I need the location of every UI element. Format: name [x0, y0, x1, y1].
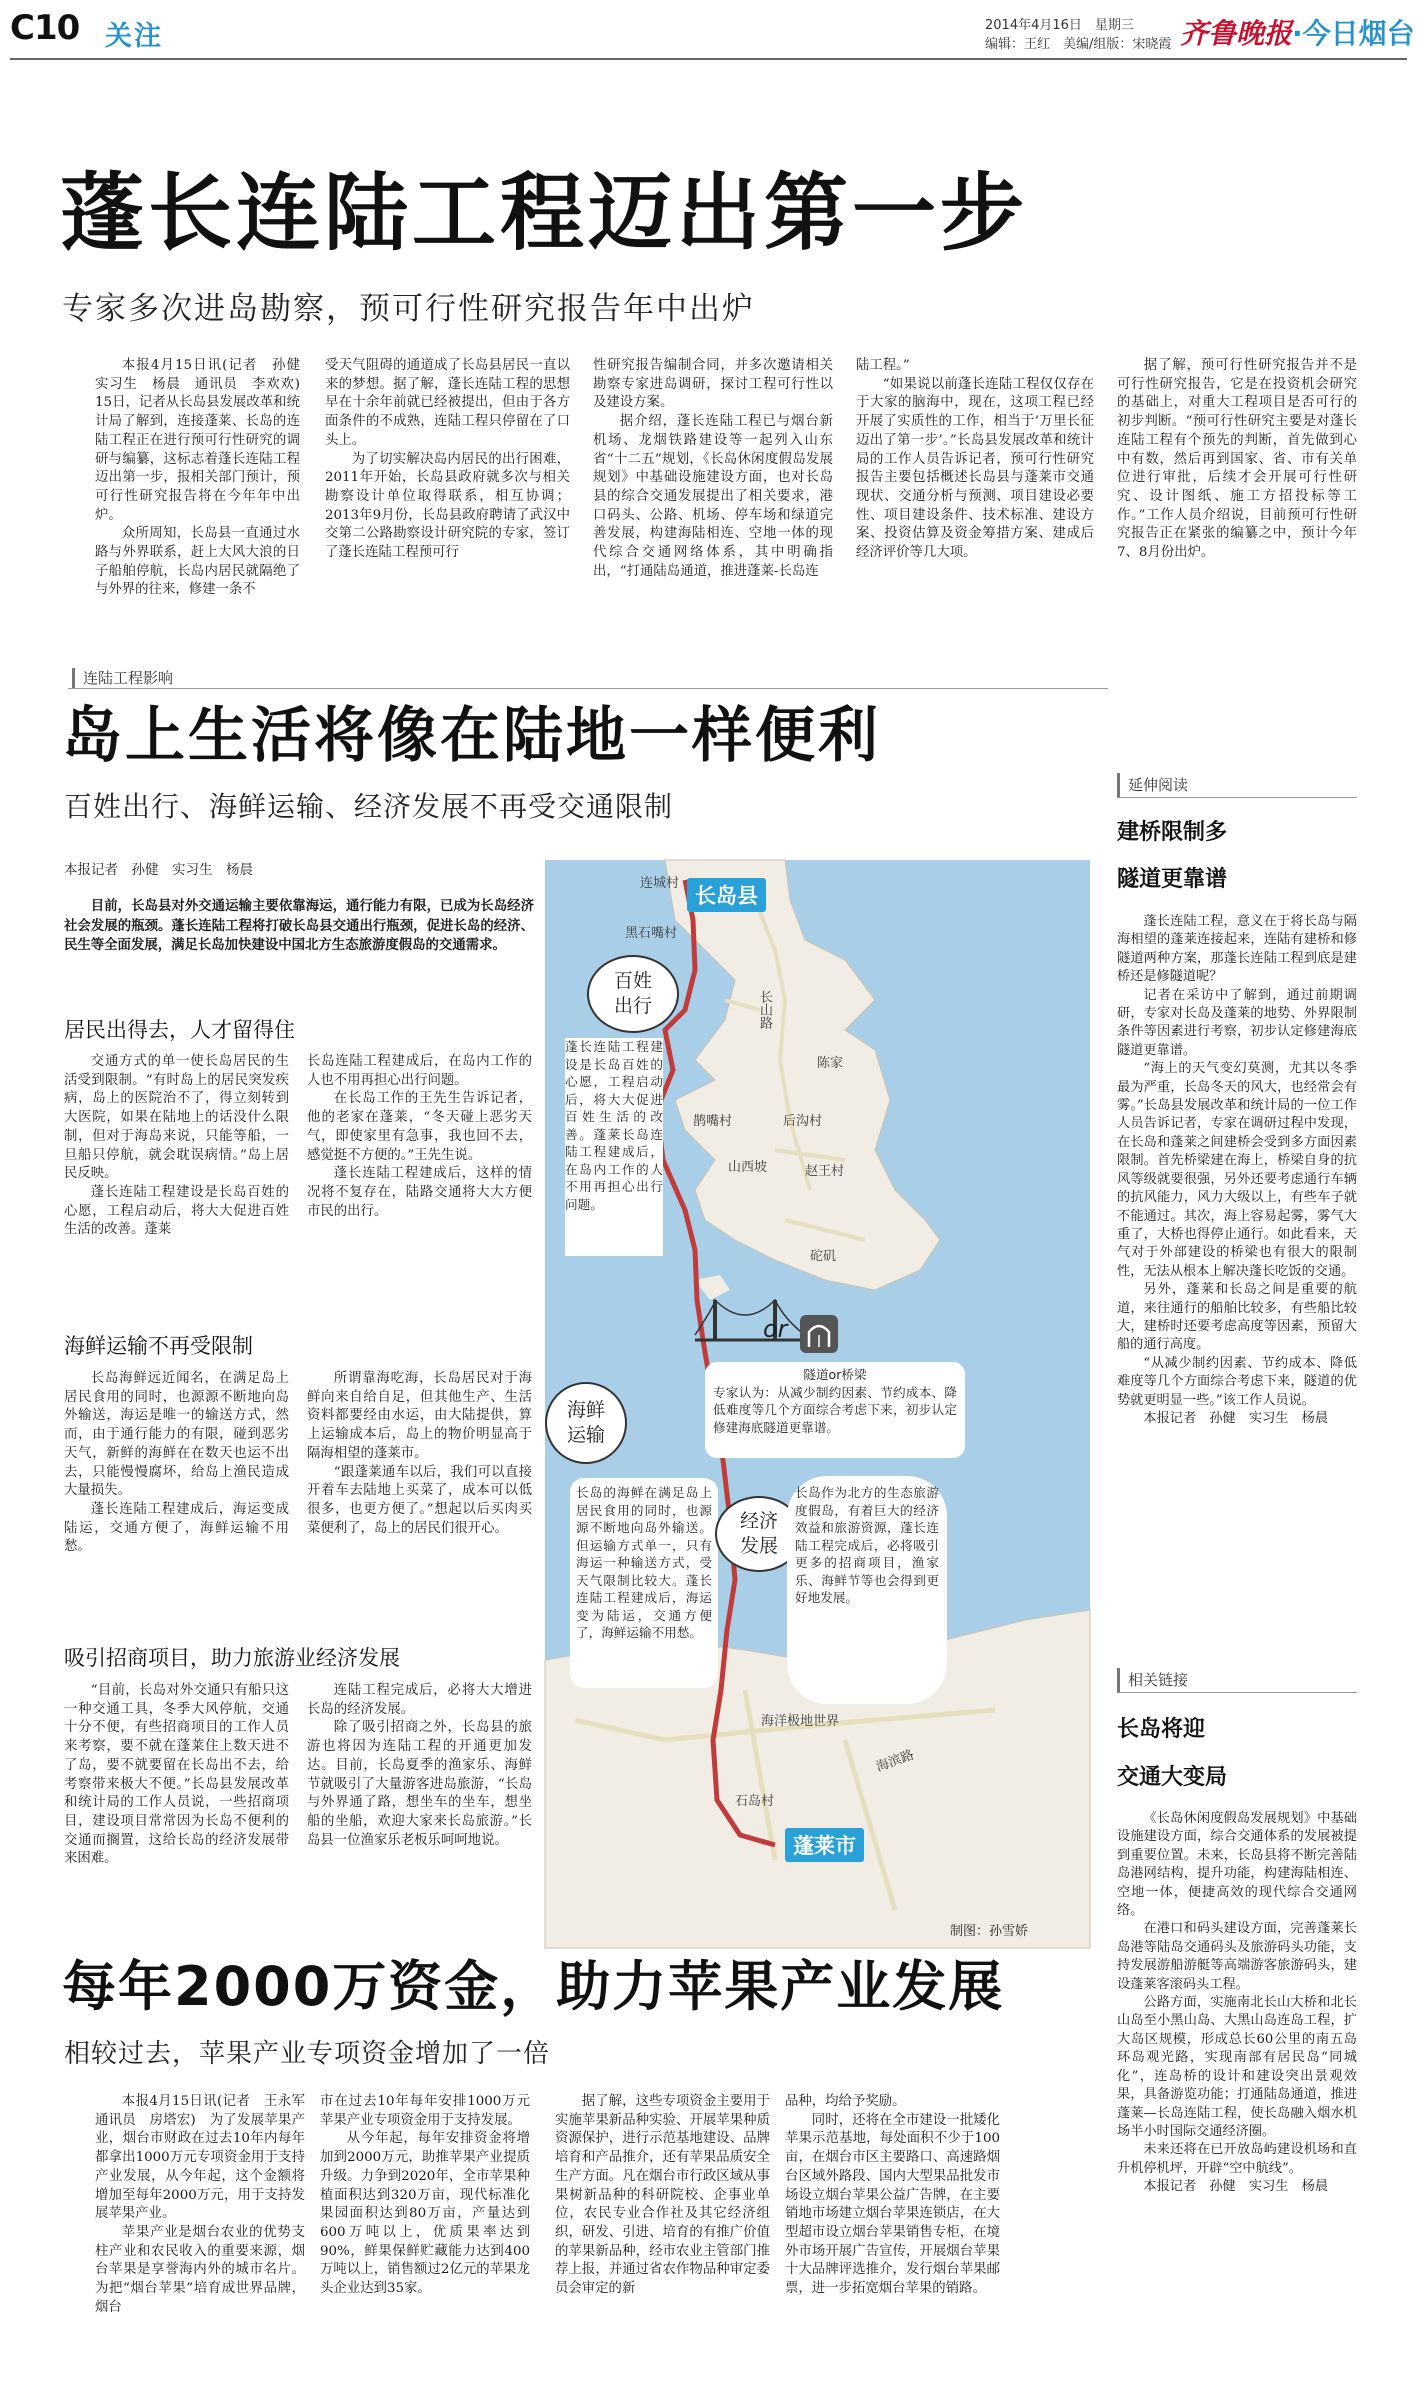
- sidebar2-tag: 相关链接: [1117, 1668, 1357, 1693]
- article3-col-3: [555, 2093, 770, 2378]
- map-label: 山西坡: [728, 1160, 768, 1175]
- paragraph: “海上的天气变幻莫测，尤其以冬季最为严重，长岛冬天的风大，也经常会有雾。”长岛县发展改革和统计局的一位工作人员告诉记者，专家在调研过程中发现，在长岛和蓬莱之间建桥会受到多方面因素限制。首先桥梁建在海上，桥梁自身的抗风等级就要很强，另外还要考虑通行车辆的抗风能力，风力大级以上，有些车子就不能通过。其次，海上容易起雾，雾气大重了，大桥也得停止通行。如此看来，天气对于外部建设的桥梁也有很大的限制性，无法从根本上解决蓬长吃饭的交通。: [1117, 1061, 1357, 1279]
- issue-date: 2014年4月16日 星期三: [985, 18, 1134, 33]
- box-text: 专家认为：从减少制约因素、节约成本、降低难度等几个方面综合考虑下来，初步认定修建海底隧道更靠谱。: [713, 1384, 957, 1435]
- box-text: 长岛作为北方的生态旅游度假岛，有着巨大的经济效益和旅游资源，蓬长连陆工程完成后，必将吸引更多的招商项目，渔家乐、海鲜节等也会得到更好地发展。: [795, 1485, 939, 1605]
- paragraph: “目前，长岛对外交通只有船只这一种交通工具，冬季大风停航，交通十分不便，有些招商项目的工作人员来考察，要不就在蓬莱住上数天进不了岛，要不就要留在长岛出不去，给考察带来极大不便。”长岛县发展改革和统计局的工作人员说，一些招商项目，建设项目常常因为长岛不便利的交通而搁置，这给长岛的经济发展带来困难。: [64, 1683, 289, 1867]
- paragraph: 本报4月15日讯(记者 王永军 通讯员 房塔宏) 为了发展苹果产业，烟台市财政在过去10年内每年都拿出1000万元专项资金用于支持产业发展，从今年起，这个金额将增加至每年2000万元，用于支持发展苹果产业。: [95, 2094, 319, 2222]
- lead-paragraph: 目前，长岛县对外交通运输主要依靠海运，通行能力有限，已成为长岛经济社会发展的瓶颈。蓬长连陆工程将打破长岛县交通出行瓶颈，促进长岛的经济、民生等全面发展，满足长岛加快建设中国北方生态旅游度假岛的交通需求。: [64, 899, 534, 953]
- map-label: 连城村: [640, 876, 680, 891]
- map-label: 赵王村: [805, 1164, 845, 1179]
- bubble-text: 百姓出行: [613, 970, 652, 1017]
- byline: 本报记者 孙健 实习生 杨晨: [1143, 2179, 1329, 2195]
- paragraph: 市在过去10年每年安排1000万元苹果产业专项资金用于支持发展。: [320, 2094, 530, 2128]
- map-label: 砣矶: [810, 1249, 837, 1264]
- paragraph: 蓬长连陆工程建成后，这样的情况将不复存在，陆路交通将大大方便市民的出行。: [307, 1166, 532, 1219]
- paragraph: 为了切实解决岛内居民的出行困难，2011年开始，长岛县政府就多次与相关勘察设计单位取得联系，相互协调；2013年9月份，长岛县政府聘请了武汉中交第二公路勘察设计研究院的专家，签订了蓬长连陆工程预可行: [325, 451, 570, 561]
- article3-col-1: [95, 2093, 319, 2378]
- paragraph: 性研究报告编制合同，并多次邀请相关勘察专家进岛调研，探讨工程可行性以及建设方案。: [593, 358, 833, 411]
- paragraph: “如果说以前蓬长连陆工程仅仅存在于大家的脑海中，现在，这项工程已经开展了实质性的工作，相当于‘万里长征迈出了第一步’。”长岛县发展改革和统计局的工作人员告诉记者，预可行性研究报告主要包括概述长岛县与蓬莱市交通现状、交通分析与预测、项目建设必要性、项目建设条件、技术标准、建设方案、投资估算及资金筹措方案、建成后经济评价等几大项。: [856, 376, 1094, 561]
- sidebar2-body: [1117, 1810, 1357, 2375]
- map-box-tunnel: [705, 1362, 965, 1458]
- paragraph: “跟蓬莱通车以后，我们可以直接开着车去陆地上买菜了，成本可以低很多，也更方便了。”想起以后买肉买菜便利了，岛上的居民们很开心。: [307, 1464, 532, 1536]
- sidebar2-title-line2: 交通大变局: [1117, 1765, 1228, 1790]
- box-text: 长岛的海鲜在满足岛上居民食用的同时，也源源不断地向岛外输送。但运输方式单一，只有海运一种输送方式，受天气限制比较大。蓬长连陆工程建成后，海运变为陆运，交通方便了，海鲜运输不用愁。: [576, 1485, 712, 1640]
- article2-tag: 连陆工程影响: [72, 668, 179, 688]
- map-box-travel: [565, 1038, 663, 1256]
- map-graphic: [545, 860, 1090, 1948]
- paragraph: 品种，均给予奖励。: [785, 2094, 906, 2109]
- bubble-seafood: [545, 1382, 627, 1464]
- s1-right: [307, 1053, 532, 1293]
- paragraph: 公路方面，实施南北长山大桥和北长山岛至小黑山岛、大黑山岛连岛工程，扩大岛区规模，形成总长60公里的南五岛环岛观光路，实现南部有居民岛“同城化”，连岛桥的设计和建设突出景观效果，具备游览功能；打通陆岛通道，推进蓬莱—长岛连陆工程，使长岛融入烟水机场半小时国际交通经济圈。: [1117, 1995, 1357, 2139]
- paragraph: 据了解，预可行性研究报告并不是可行性研究报告，它是在投资机会研究的基础上，对重大工程项目是否可行的初步判断。“预可行性研究主要是对蓬长连陆工程有个预先的判断，首先做到心中有数，然后再到国家、省、市有关单位进行审批，后续才会开展可行性研究、设计图纸、施工方招投标等工作。”工作人员介绍说，目前预可行性研究报告正在紧张的编纂之中，预计今年7、8月份出炉。: [1117, 358, 1357, 561]
- paragraph: 本报4月15日讯(记者 孙健 实习生 杨晨 通讯员 李欢欢) 15日，记者从长岛县发展改革和统计局了解到，连接蓬莱、长岛的连陆工程正在进行预可行性研究的调研与编纂，这标志着蓬长连陆工程迈出第一步，报相关部门预计，预可行性研究报告将在今年年中出炉。: [95, 358, 314, 523]
- paragraph: 连陆工程完成后，必将大大增进长岛的经济发展。: [307, 1683, 532, 1717]
- paragraph: 从今年起，每年安排资金将增加到2000万元，助推苹果产业提质升级。力争到2020年，全市苹果种植面积达到320万亩，现代标准化果园面积达到80万亩，产量达到600万吨以上，优质果率达到90%，鲜果保鲜贮藏能力达到400万吨以上，销售额过2亿元的苹果龙头企业达到35家。: [320, 2131, 530, 2297]
- section-heading: 海鲜运输不再受限制: [64, 1334, 253, 1358]
- section-heading: 居民出得去，人才留得住: [64, 1018, 295, 1042]
- paragraph: 长岛连陆工程建成后，在岛内工作的人也不用再担心出行问题。: [307, 1054, 532, 1088]
- sidebar1-body: [1117, 913, 1357, 1593]
- sidebar1-title-line1: 建桥限制多: [1117, 820, 1228, 845]
- paragraph: 记者在采访中了解到，通过前期调研，专家对长岛及蓬莱的地势、外界限制条件等因素进行考察，初步认定修建海底隧道更靠谱。: [1117, 987, 1357, 1058]
- article2-byline: 本报记者 孙健 实习生 杨晨: [64, 862, 253, 878]
- article3-title: 每年2000万资金，助力苹果产业发展: [62, 1955, 1005, 2018]
- bubble-travel: [587, 955, 679, 1033]
- paragraph: 另外，蓬莱和长岛之间是重要的航道，来往通行的船舶比较多，有些船比较大，建桥时还要考虑高度等因素，预留大船的通行高度。: [1117, 1282, 1357, 1353]
- map-label: 黑石嘴村: [625, 926, 678, 941]
- s2-right: [307, 1370, 532, 1635]
- map-label: 海洋极地世界: [761, 1714, 840, 1729]
- header-rule: [10, 58, 1407, 60]
- sidebar1-title-line2: 隧道更靠谱: [1117, 867, 1228, 892]
- paragraph: 在长岛工作的王先生告诉记者，他的老家在蓬莱，“冬天碰上恶劣天气，即使家里有急事，我也回不去，感觉挺不方便的。”王先生说。: [307, 1091, 532, 1163]
- bubble-text: 海鲜运输: [566, 1399, 605, 1446]
- paragraph: “从减少制约因素、节约成本、降低难度等几个方面综合考虑下来，隧道的优势就更明显一些。”该工作人员说。: [1117, 1355, 1357, 1408]
- paragraph: 《长岛休闲度假岛发展规划》中基础设施建设方面，综合交通体系的发展被提到重要位置。未来，长岛县将不断完善陆岛港网结构，提升功能，构建海陆相连、空地一体，便捷高效的现代综合交通网络。: [1117, 1811, 1357, 1919]
- paragraph: 同时，还将在全市建设一批矮化苹果示范基地，每处面积不少于100亩，在烟台市区主要路口、高速路烟台区域外路段、国内大型果品批发市场设立烟台苹果公益广告牌，在主要销地市场建立烟台苹果连锁店，在大型超市设立烟台苹果销售专柜，在境外市场开展广告宣传，开展烟台苹果十大品牌评选推介，发行烟台苹果邮票，进一步拓宽烟台苹果的销路。: [785, 2112, 1000, 2297]
- s2-left: [64, 1370, 289, 1635]
- map-label: 海滨路: [874, 1747, 917, 1776]
- newspaper-name: [1180, 12, 1415, 52]
- section-heading: 吸引招商项目，助力旅游业经济发展: [64, 1646, 400, 1670]
- paragraph: 蓬长连陆工程建成后，海运变成陆运，交通方便了，海鲜运输不用愁。: [64, 1501, 289, 1555]
- bubble-text: 经济发展: [739, 1510, 778, 1557]
- paragraph: 除了吸引招商之外，长岛县的旅游也将因为连陆工程的开通更加发达。目前，长岛夏季的渔家乐、海鲜节就吸引了大量游客进岛旅游，“长岛与外界通了路，想坐车的坐车，想坐船的坐船，欢迎大家来长岛旅游。”长岛县一位渔家乐老板乐呵呵地说。: [307, 1720, 532, 1848]
- city-top-badge: 长岛县: [687, 878, 766, 912]
- paragraph: 据介绍，蓬长连陆工程已与烟台新机场、龙烟铁路建设等一起列入山东省“十二五”规划，《长岛休闲度假岛发展规划》中基础设施建设方面，也对长岛县的综合交通发展提出了相关要求，港口码头、公路、机场、停车场和绿道完善发展，构建海陆相连、空地一体的现代综合交通网络体系，其中明确指出，“打通陆岛通道，推进蓬莱-长岛连: [593, 414, 833, 579]
- paragraph: 据了解，这些专项资金主要用于实施苹果新品种实验、开展苹果种质资源保护，进行示范基地建设、品牌培育和产品推介，还有苹果品质安全生产方面。凡在烟台市行政区域从事果树新品种的科研院校、企事业单位，农民专业合作社及其它经济组织，研发、引进、培育的有推广价值的苹果新品种，经市农业主管部门推荐上报，并通过省农作物品种审定委员会审定的新: [555, 2094, 770, 2297]
- map-label: 后沟村: [783, 1114, 823, 1129]
- paragraph: 受天气阻碍的通道成了长岛县居民一直以来的梦想。据了解，蓬长连陆工程的思想早在十余年前就已经被提出，但由于各方面条件的不成熟，连陆工程只停留在了口头上。: [325, 358, 570, 448]
- map-box-economy: [787, 1476, 947, 1704]
- s3-right: [307, 1682, 532, 1932]
- city-bottom-badge: 蓬莱市: [785, 1828, 864, 1862]
- article3-subtitle: 相较过去，苹果产业专项资金增加了一倍: [64, 2039, 551, 2069]
- article2-title: 岛上生活将像在陆地一样便利: [62, 701, 881, 771]
- article1-col-2: [325, 357, 570, 687]
- sidebar2-title-line1: 长岛将迎: [1117, 1717, 1206, 1742]
- sidebar1-tag: 延伸阅读: [1117, 773, 1357, 798]
- map-label: 石岛村: [735, 1794, 775, 1809]
- s3-left: [64, 1682, 289, 1932]
- map-label: 长山路: [757, 990, 772, 1029]
- paragraph: 蓬长连陆工程，意义在于将长岛与隔海相望的蓬莱连接起来，连陆有建桥和修隧道两种方案，那蓬长连陆工程到底是建桥还是修隧道呢？: [1117, 914, 1357, 985]
- paragraph: 所谓靠海吃海，长岛居民对于海鲜向来自给自足，但其他生产、生活资料都要经由水运，由大陆提供，算上运输成本后，岛上的物价明显高于隔海相望的蓬莱市。: [307, 1371, 532, 1461]
- paragraph: 众所周知，长岛县一直通过水路与外界联系，赶上大风大浪的日子船舶停航，长岛内居民就隔绝了与外界的往来，修建一条不: [95, 526, 300, 598]
- map-credit: 制图：孙雪娇: [950, 1924, 1029, 1939]
- article1-col-1: [95, 357, 314, 687]
- edition-text: ·今日烟台: [1292, 17, 1415, 50]
- article1-col-4: [856, 357, 1094, 687]
- article2-subtitle: 百姓出行、海鲜运输、经济发展不再受交通限制: [64, 790, 674, 823]
- map-label: 陈家: [817, 1056, 844, 1071]
- paragraph: 长岛海鲜远近闻名，在满足岛上居民食用的同时，也源源不断地向岛外输送，海运是唯一的输送方式，然而，由于通行能力的有限，碰到恶劣天气，新鲜的海鲜在在数天也运不出去，只能慢慢腐坏，给岛上渔民造成大量损失。: [64, 1371, 289, 1499]
- box-text: 蓬长连陆工程建设是长岛百姓的心愿，工程启动后，将大大促进百姓生活的改善。蓬莱长岛连陆工程建成后，在岛内工作的人不用再担心出行问题。: [565, 1039, 663, 1212]
- small-island: [695, 1275, 730, 1300]
- article2-lead: [64, 897, 534, 993]
- article1-col-5: [1117, 357, 1357, 687]
- paragraph: 交通方式的单一使长岛居民的生活受到限制。“有时岛上的居民突发疾病，岛上的医院治不了，得立刻转到大医院，如果在陆地上的话没什么限制，但对于海岛来说，只能等船，一旦船只停航，就会耽误病情。”岛上居民反映。: [64, 1054, 289, 1182]
- map-label: 鹊嘴村: [693, 1114, 733, 1129]
- box-title: 隧道or桥梁: [803, 1367, 867, 1382]
- article1-col-3: [593, 357, 833, 687]
- article3-col-4: [785, 2093, 1000, 2378]
- paragraph: 在港口和码头建设方面，完善蓬莱长岛港等陆岛交通码头及旅游码头功能，支持发展游船游艇等高端游客旅游码头，建设蓬莱客滚码头工程。: [1117, 1921, 1357, 1992]
- article3-col-2: [320, 2093, 530, 2378]
- article1-subtitle: 专家多次进岛勘察，预可行性研究报告年中出炉: [62, 291, 755, 327]
- article2-rule: [68, 688, 1108, 689]
- page-number: C10: [10, 8, 80, 48]
- paragraph: 陆工程。”: [856, 358, 910, 373]
- s1-left: [64, 1053, 289, 1293]
- paragraph: 未来还将在已开放岛屿建设机场和直升机停机坪，开辟“空中航线”。: [1117, 2142, 1357, 2176]
- section-name: 关注: [105, 21, 163, 52]
- map-box-seafood: [570, 1478, 718, 1688]
- or-label: or: [763, 1315, 788, 1343]
- paper-name-text: 齐鲁晚报: [1180, 17, 1293, 50]
- byline: 本报记者 孙健 实习生 杨晨: [1143, 1410, 1329, 1426]
- paragraph: 苹果产业是烟台农业的优势支柱产业和农民收入的重要来源，烟台苹果是享誉海内外的城市名片。为把“烟台苹果”培育成世界品牌，烟台: [95, 2224, 305, 2315]
- tunnel-icon: [800, 1315, 838, 1353]
- article1-title: 蓬长连陆工程迈出第一步: [60, 164, 1029, 262]
- paragraph: 蓬长连陆工程建设是长岛百姓的心愿，工程启动后，将大大促进百姓生活的改善。蓬莱: [64, 1184, 289, 1238]
- bridge-icon: [695, 1300, 805, 1340]
- editors-line: 编辑：王红 美编/组版：宋晓霞: [985, 37, 1172, 52]
